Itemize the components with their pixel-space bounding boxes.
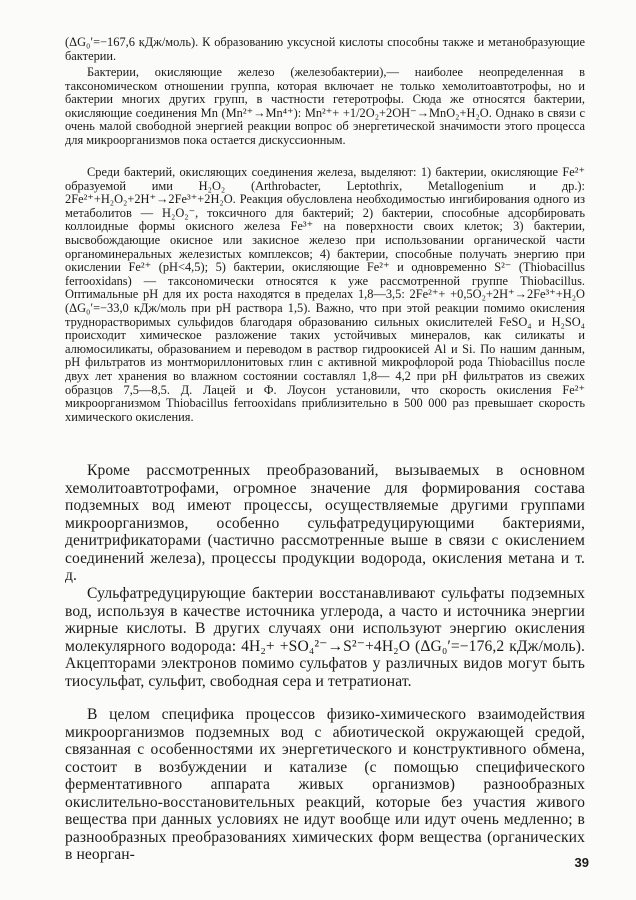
paragraph-iron-bacteria: Бактерии, окисляющие железо (железобактерии),— наиболее неопределенная в таксономическом отношении группа, которая включает не только хемолитоавтотрофы, но и бактерии многих других групп, в частности гетеротрофы. Сюда же относятся бактерии, окисляющие соединения Mn (Mn²⁺→Mn⁴⁺): Mn²⁺+ +1/2O₂+2OH⁻→MnO₂+H₂O. Однако в связи с очень малой свободной энергией реакции вопрос об энергетической значимости этого процесса для микроорганизмов пока остается дискуссионным. bbox=[65, 65, 585, 147]
paragraph-sulfate-reducers: Сульфатредуцирующие бактерии восстанавливают сульфаты подземных вод, используя в качестве источника углерода, а часто и источника энергии жирные кислоты. В других случаях они используют энергию окисления молекулярного водорода: 4H₂+ +SO₄²⁻→S²⁻+4H₂O (ΔG₀′=−176,2 кДж/моль). Акцепторами электронов помимо сульфатов у различных видов могут быть тиосульфат, сульфит, свободная сера и тетратионат. bbox=[65, 585, 585, 690]
paragraph-specifics: В целом специфика процессов физико-химического взаимодействия микроорганизмов подземных вод с абиотической окружающей средой, связанная с особенностями их энергетического и конструктивного обмена, состоит в возбуждении и катализе (с помощью специфического ферментативного аппарата живых организмов) разнообразных окислительно-восстановительных реакций, которые без участия живого вещества при данных условиях не идут вообще или идут очень медленно; в разнообразных преобразованиях химических форм вещества (органических в неорган- bbox=[65, 706, 585, 863]
paragraph-acetic-acid: (ΔG₀′=−167,6 кДж/моль). К образованию уксусной кислоты способны также и метанобразующие бактерии. bbox=[65, 35, 585, 63]
page-number: 39 bbox=[574, 855, 589, 870]
paragraph-other-processes: Кроме рассмотренных преобразований, вызываемых в основном хемолитоавтотрофами, огромное значение для формирования состава подземных вод имеют процессы, осуществляемые другими группами микроорганизмов, особенно сульфатредуцирующими бактериями, денитрификаторами (частично рассмотренные выше в связи с окислением соединений железа), процессы продукции водорода, окисления метана и т. д. bbox=[65, 462, 585, 584]
paragraph-iron-oxidizing-groups: Среди бактерий, окисляющих соединения железа, выделяют: 1) бактерии, окисляющие Fe²⁺ образуемой ими H₂O₂ (Arthrobacter, Leptothrix, Metallogenium и др.): 2Fe²⁺+H₂O₂+2H⁺→2Fe³⁺+2H₂O. Реакция обусловлена необходимостью ингибирования одного из метаболитов — H₂O₂⁻, токсичного для бактерий; 2) бактерии, способные адсорбировать коллоидные формы окисного железа Fe³⁺ на поверхности своих клеток; 3) бактерии, высвобождающие окисное или закисное железо при использовании органической части органоминеральных железистых комплексов; 4) бактерии, способные получать энергию при окислении Fe²⁺ (pH<4,5); 5) бактерии, окисляющие Fe²⁺ и одновременно S²⁻ (Thiobacillus ferrooxidans) — таксономически относятся к уже рассмотренной группе Thiobacillus. Оптимальные pH для их роста находятся в пределах 1,8—3,5: 2Fe²⁺+ +0,5O₂+2H⁺→2Fe³⁺+H₂O (ΔG₀′=−33,0 кДж/моль при pH раствора 1,5). Важно, что при этой реакции помимо окисления труднорастворимых сульфидов благодаря образованию сильных окислителей FeSO₄ и H₂SO₄ происходит химическое разложение таких устойчивых минералов, как силикаты и алюмосиликаты, образованием и переводом в раствор гидроокисей Al и Si. По нашим данным, pH фильтратов из монтмориллонитовых глин с активной микрофлорой рода Thiobacillus после двух лет хранения во влажном состоянии составлял 1,8— 4,2 при pH фильтратов из свежих образцов 7,5—8,5. Д. Лацей и Ф. Лоусон установили, что скорость окисления Fe²⁺ микроорганизмом Thiobacillus ferrooxidans приблизительно в 500 000 раз превышает скорость химического окисления. bbox=[65, 165, 585, 424]
